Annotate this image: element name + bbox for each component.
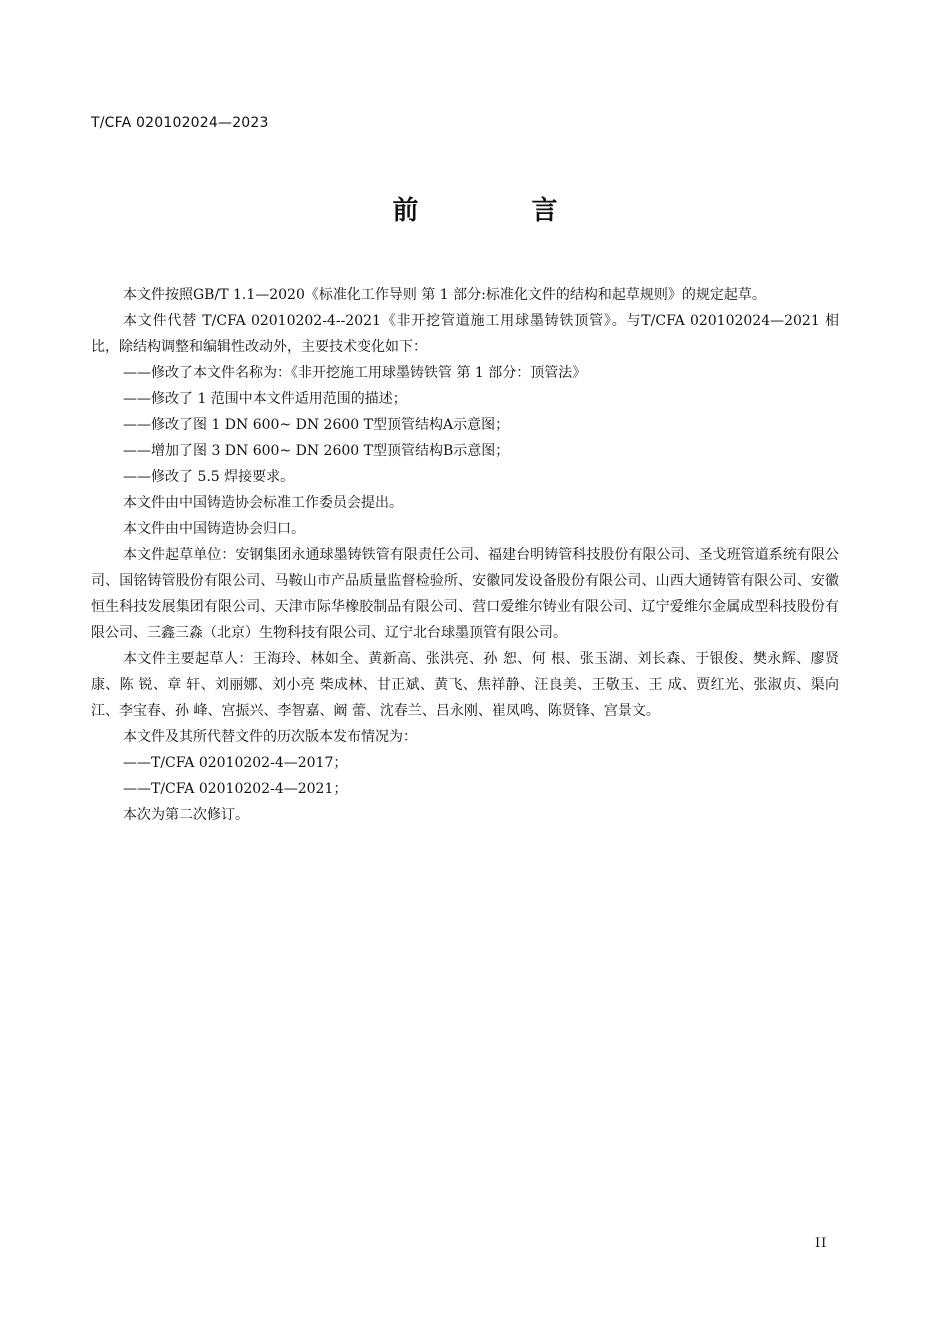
drafting-units: 本文件起草单位：安钢集团永通球墨铸铁管有限责任公司、福建台明铸管科技股份有限公司、圣戈班管道系统有限公司、国铭铸管股份有限公司、马鞍山市产品质量监督检验所、安徽同发设备股份有限公司、山西大通铸管有限公司、安徽恒生科技发展集团有限公司、天津市际华橡胶制品有限公司、营口爱维尔铸业有限公司、辽宁爱维尔金属成型科技股份有限公司、三鑫三淼（北京）生物科技有限公司、辽宁北台球墨顶管有限公司。 <box>91 547 839 641</box>
document-code: T/CFA 020102024—2023 <box>91 115 269 131</box>
paragraph: 本文件由中国铸造协会标准工作委员会提出。 <box>123 495 403 511</box>
change-item: ——修改了图 1 DN 600~ DN 2600 T型顶管结构A示意图； <box>123 417 510 433</box>
version-item: ——T/CFA 02010202-4—2021； <box>123 781 348 797</box>
drafters: 本文件主要起草人：王海玲、林如全、黄新高、张洪亮、孙 恕、何 根、张玉湖、刘长森、于银俊、樊永辉、廖贤康、陈 锐、章 轩、刘丽娜、刘小亮 柴成林、甘正斌、黄飞、焦祥静、汪良美、王敬玉、王 成、贾红光、张淑贞、渠向江、李宝春、孙 峰、宫振兴、李智嘉、阚 蕾、沈春兰、吕永刚、崔凤鸣、陈贤锋、宫景文。 <box>91 651 839 719</box>
version-item: ——T/CFA 02010202-4—2017； <box>123 755 348 771</box>
page-number: II <box>815 1236 828 1251</box>
page-title: 前 言 <box>392 196 610 226</box>
paragraph: 本文件及其所代替文件的历次版本发布情况为： <box>123 729 417 745</box>
change-item: ——修改了 1 范围中本文件适用范围的描述； <box>123 391 407 407</box>
paragraph: 本文件代替 T/CFA 02010202-4--2021《非开挖管道施工用球墨铸铁顶管》。与T/CFA 020102024—2021 相比，除结构调整和编辑性改动外，主要技术变化如下： <box>91 313 839 355</box>
change-item: ——修改了 5.5 焊接要求。 <box>123 469 295 485</box>
paragraph: 本文件按照GB/T 1.1—2020《标准化工作导则 第 1 部分:标准化文件的结构和起草规则》的规定起草。 <box>123 287 766 303</box>
change-item: ——增加了图 3 DN 600~ DN 2600 T型顶管结构B示意图； <box>123 443 510 459</box>
change-item: ——修改了本文件名称为：《非开挖施工用球墨铸铁管 第 1 部分：顶管法》 <box>123 365 587 381</box>
paragraph: 本次为第二次修订。 <box>123 807 249 823</box>
paragraph: 本文件由中国铸造协会归口。 <box>123 521 305 537</box>
preface-body <box>91 282 839 828</box>
